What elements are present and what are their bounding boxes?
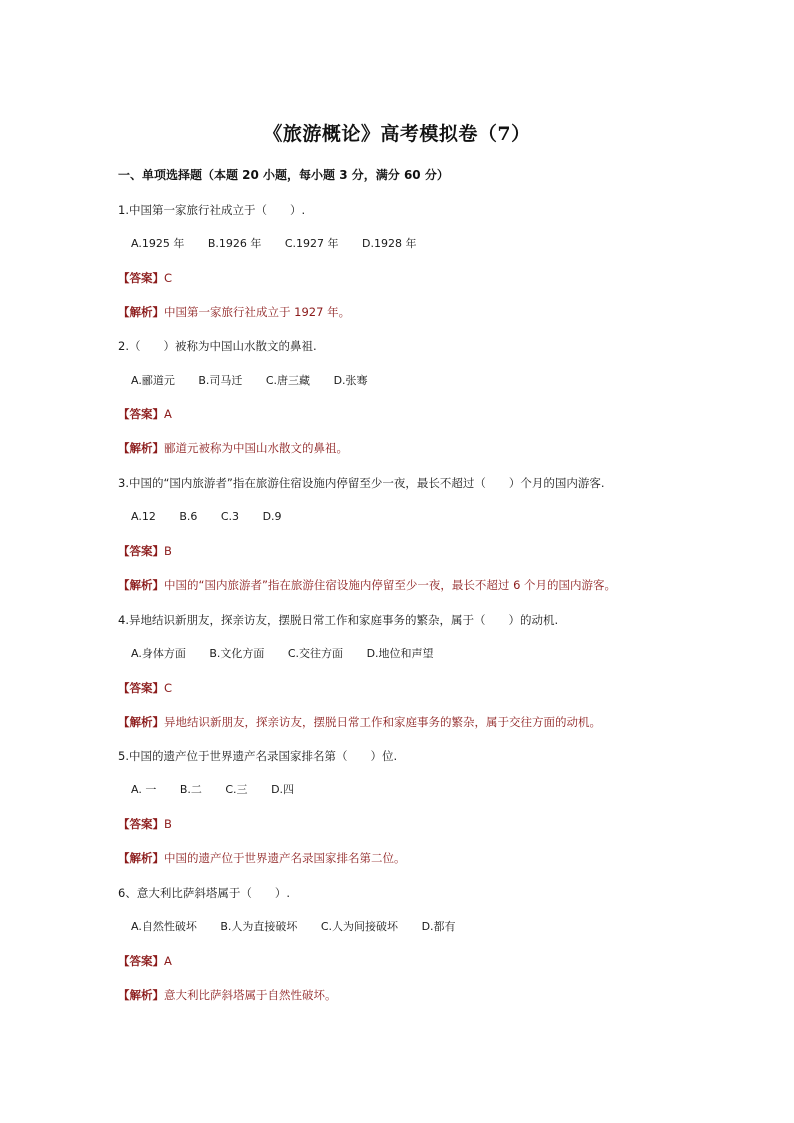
question-6-answer [118, 953, 172, 969]
option-b: B.6 [179, 510, 198, 523]
question-2-text: 2.（ ）被称为中国山水散文的鼻祖. [118, 339, 317, 353]
option-a: A.身体方面 [131, 647, 186, 660]
question-5-options [131, 782, 294, 798]
option-b: B.人为直接破坏 [220, 920, 298, 933]
option-a: A.12 [131, 510, 156, 523]
option-b: B.1926 年 [207, 237, 262, 250]
question-6-analysis [118, 987, 337, 1003]
question-5-text: 5.中国的遗产位于世界遗产名录国家排名第（ ）位. [118, 749, 398, 763]
option-d: D.地位和声望 [366, 647, 434, 660]
question-3-answer [118, 543, 172, 559]
option-c: C.交往方面 [287, 647, 344, 660]
analysis-text: 中国第一家旅行社成立于 1927 年。 [164, 305, 351, 319]
option-a: A.郦道元 [131, 374, 175, 387]
analysis-text: 异地结识新朋友，探亲访友，摆脱日常工作和家庭事务的繁杂，属于交往方面的动机。 [164, 715, 601, 729]
question-1-text: 1.中国第一家旅行社成立于（ ）. [118, 203, 306, 217]
question-4-text: 4.异地结识新朋友，探亲访友，摆脱日常工作和家庭事务的繁杂，属于（ ）的动机. [118, 613, 559, 627]
question-2-answer [118, 406, 172, 422]
question-5-answer [118, 816, 172, 832]
answer-tag: 【答案】 [118, 407, 164, 421]
question-1-answer [118, 270, 172, 286]
answer-value: B [164, 817, 172, 831]
analysis-tag: 【解析】 [118, 305, 164, 319]
answer-tag: 【答案】 [118, 544, 164, 558]
option-d: D.9 [262, 510, 282, 523]
answer-tag: 【答案】 [118, 271, 164, 285]
option-a: A.1925 年 [131, 237, 185, 250]
option-b: B.司马迁 [198, 374, 243, 387]
analysis-text: 郦道元被称为中国山水散文的鼻祖。 [164, 441, 348, 455]
question-2-analysis [118, 440, 348, 456]
question-4-options [131, 646, 434, 662]
option-d: D.1928 年 [362, 237, 417, 250]
exam-title: 《旅游概论》高考模拟卷（7） [263, 123, 531, 145]
question-6-options [131, 919, 456, 935]
answer-tag: 【答案】 [118, 817, 164, 831]
analysis-tag: 【解析】 [118, 578, 164, 592]
question-4-answer [118, 680, 172, 696]
option-d: D.四 [271, 783, 295, 796]
answer-tag: 【答案】 [118, 954, 164, 968]
analysis-text: 中国的“国内旅游者”指在旅游住宿设施内停留至少一夜，最长不超过 6 个月的国内游客。 [164, 578, 617, 592]
question-3-analysis [118, 577, 616, 593]
question-1-options [131, 236, 417, 252]
option-c: C.三 [225, 783, 248, 796]
analysis-tag: 【解析】 [118, 441, 164, 455]
analysis-tag: 【解析】 [118, 851, 164, 865]
answer-value: A [164, 954, 172, 968]
question-6-text: 6、意大利比萨斜塔属于（ ）. [118, 886, 290, 900]
option-c: C.1927 年 [284, 237, 339, 250]
question-2-options [131, 373, 368, 389]
answer-value: B [164, 544, 172, 558]
option-d: D.张骞 [333, 374, 368, 387]
option-b: B.二 [179, 783, 202, 796]
section-heading: 一、单项选择题（本题 20 小题，每小题 3 分，满分 60 分） [118, 168, 449, 182]
analysis-text: 中国的遗产位于世界遗产名录国家排名第二位。 [164, 851, 406, 865]
question-4-analysis [118, 714, 601, 730]
analysis-tag: 【解析】 [118, 715, 164, 729]
answer-value: C [164, 681, 173, 695]
option-b: B.文化方面 [209, 647, 265, 660]
option-a: A.自然性破坏 [131, 920, 197, 933]
answer-value: C [164, 271, 173, 285]
option-c: C.人为间接破坏 [320, 920, 399, 933]
analysis-text: 意大利比萨斜塔属于自然性破坏。 [164, 988, 337, 1002]
question-5-analysis [118, 850, 406, 866]
question-3-text: 3.中国的“国内旅游者”指在旅游住宿设施内停留至少一夜，最长不超过（ ）个月的国内游客. [118, 476, 605, 490]
question-3-options [131, 509, 282, 525]
option-c: C.3 [220, 510, 240, 523]
answer-tag: 【答案】 [118, 681, 164, 695]
answer-value: A [164, 407, 172, 421]
option-c: C.唐三藏 [265, 374, 311, 387]
option-a: A. 一 [131, 783, 157, 796]
option-d: D.都有 [421, 920, 456, 933]
question-1-analysis [118, 304, 350, 320]
analysis-tag: 【解析】 [118, 988, 164, 1002]
